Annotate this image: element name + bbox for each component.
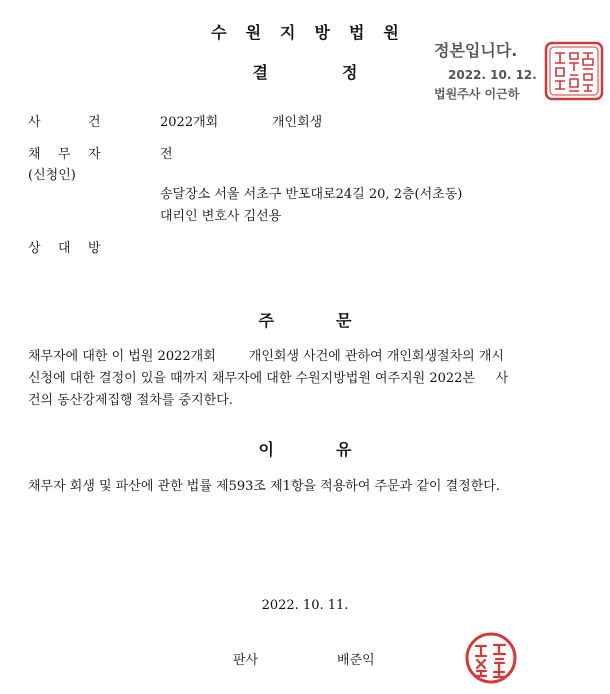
certification-date: 2022. 10. 12. [448,68,537,82]
decision-date: 2022. 10. 11. [261,598,349,613]
document-title-char-2: 정 [342,63,358,82]
court-name: 수원지방법원 [211,23,418,42]
order-heading-char-1: 주 [258,311,274,330]
case-number: 2022개회 [160,115,219,130]
judge-title: 판사 [233,653,259,668]
debtor-agent: 대리인 변호사 김선용 [160,209,282,224]
order-line-3: 건의 동산강제집행 절차를 중지한다. [28,393,233,408]
judge-seal-stamp [465,632,517,684]
debtor-service-address: 송달장소 서울 서초구 반포대로24길 20, 2층(서초동) [160,187,463,202]
order-paragraph [28,346,586,412]
certification-text: 정본입니다. [434,41,518,60]
case-type: 개인회생 [272,115,323,130]
debtor-label: 채 무 자 [28,147,101,162]
reason-heading-char-1: 이 [258,440,274,459]
debtor-name: 전 [160,147,173,162]
order-heading-char-2: 문 [336,311,352,330]
case-label: 사 건 [28,115,101,130]
reason-heading [0,437,610,460]
reason-paragraph: 채무자 회생 및 파산에 관한 법률 제593조 제1항을 적용하여 주문과 같이 결정한다. [28,479,500,494]
certification-seal-stamp [544,41,604,101]
order-line-2: 신청에 대한 결정이 있을 때까지 채무자에 대한 수원지방법원 여주지원 2022본 사 [28,371,509,386]
judge-name: 배준익 [337,653,375,668]
order-line-1: 채무자에 대한 이 법원 2022개회 개인회생 사건에 관하여 개인회생절차의 개시 [28,349,504,364]
reason-heading-char-2: 유 [336,440,352,459]
certification-officer: 법원주사 이근하 [434,87,520,101]
order-heading [0,308,610,331]
counterparty-label: 상 대 방 [28,241,101,256]
debtor-sub-label: (신청인) [28,168,76,183]
document-title-char-1: 결 [252,63,268,82]
